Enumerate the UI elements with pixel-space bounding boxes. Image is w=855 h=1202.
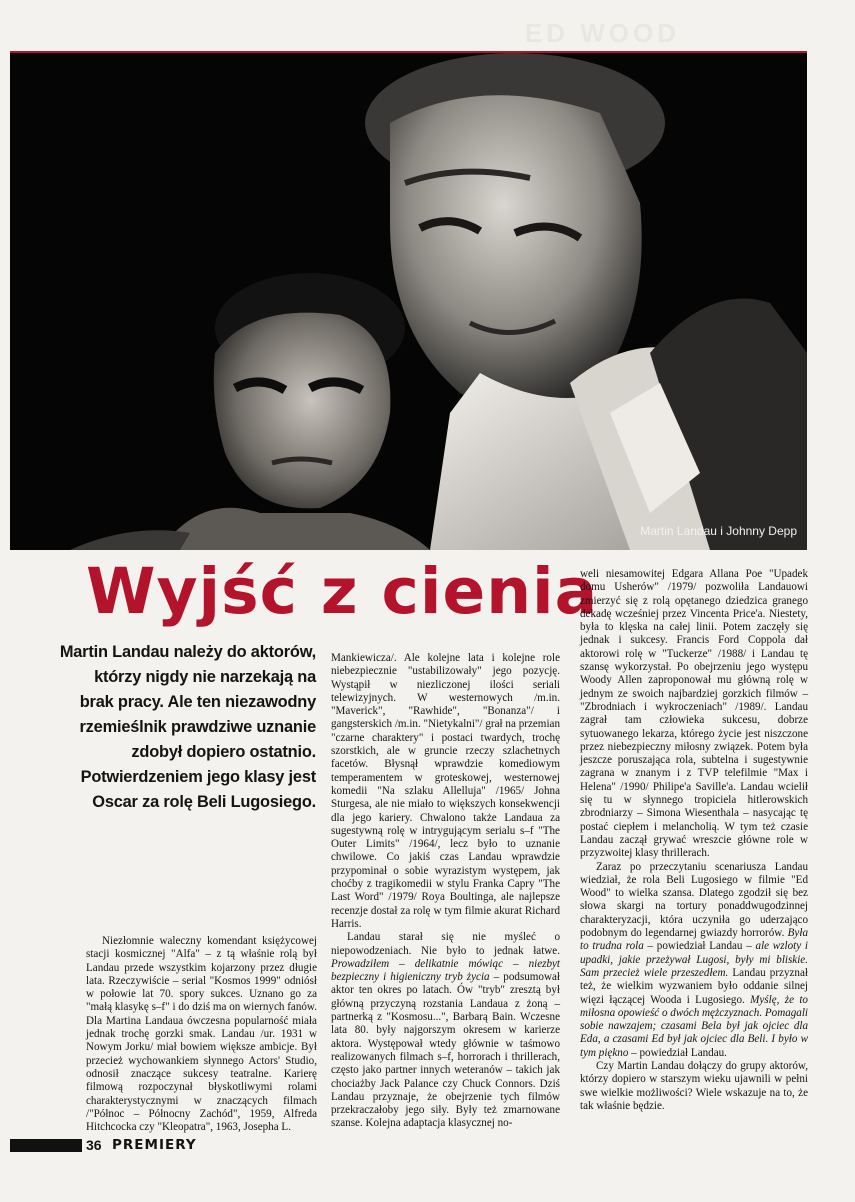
quote-text: ale wzloty i upadki, jakie przeżywał Lugosi, były mi bliskie. Sam przecież wiele przeszedłem. xyxy=(580,940,808,979)
paragraph-text: Landau przyznał też, że wielkim wyzwaniem było oddanie silnej więzi łączącej Wooda i Lugosiego. xyxy=(580,966,808,1006)
paragraph xyxy=(580,861,808,1060)
page-number: 36 xyxy=(86,1137,102,1153)
paragraph-text: – podsumował aktor ten okres po latach. Ów "tryb" zresztą był główną przyczyną rozstania Landaua z żoną – partnerką z "Kosmosu...", Barbarą Bain. Wczesne lata 80. były najgorszym okresem w karierze aktora. Występował wtedy głównie w taśmowo realizowanych filmach s–f, horrorach i thrillerach, często jako partner innych weteranów – takich jak chociażby Jack Palance czy Chuck Connors. Dziś Landau przyznaje, że obejrzenie tych filmów przekraczałoby jego siły. Były też zmarnowane szanse. Kolejna adaptacja klasycznej no- xyxy=(331,971,560,1130)
quote-text: Myślę, że to miłosna opowieść o dwóch mężczyznach. Pomagali sobie nawzajem; czasami Bela był jak ojciec dla Eda, a czasami Ed był jak ojciec dla Beli. I było w tym piękno xyxy=(580,993,809,1059)
quote-text: Prowadziłem – delikatnie mówiąc – niezbyt bezpieczny i higieniczny tryb życia xyxy=(331,957,560,984)
article-headline: Wyjść z cienia xyxy=(86,555,599,628)
paragraph: Czy Martin Landau dołączy do grupy aktorów, którzy dopiero w starszym wieku ujawnili w pełni swe wielkie możliwości? Wiele wskazuje na to, że tak właśnie będzie. xyxy=(580,1059,808,1112)
paragraph-text: – powiedział Landau – xyxy=(643,940,756,953)
magazine-name: PREMIERY xyxy=(112,1137,197,1153)
paragraph: Mankiewicza/. Ale kolejne lata i kolejne role niebezpiecznie "ustabilizowały" jego pozycję. Wystąpił w niezliczonej ilości seriali telewizyjnych. W westernowych /m.in. "Maverick", "Rawhide", "Bonanza"/ i gangsterskich /m.in. "Nietykalni"/ grał na przemian "czarne charaktery" i postaci twardych, trochę szorstkich, ale w gruncie rzeczy szlachetnych facetów. Błysnął wprawdzie komediowym temperamentem w groteskowej, westernowej komedii "Na szlaku Allelluja" /1965/ Johna Sturgesa, ale nie miało to większych konsekwencji dla jego kariery. Chwalono także Landaua za sugestywną rolę w intrygującym serialu s–f "The Outer Limits" /1964/, lecz było to uznanie chwilowe. Co jakiś czas Landau wprawdzie przypominał o sobie wyrazistym występem, jak choćby z tragikomedii w stylu Franka Capry "The Last Word" /1979/ Roya Boultinga, ale najlepsze recenzje dostał za rolę w tym filmie akurat Richard Harris. xyxy=(331,652,560,930)
paragraph-text: Landau starał się nie myśleć o niepowodzeniach. Nie było to jednak łatwe. xyxy=(331,931,560,957)
paragraph: weli niesamowitej Edgara Allana Poe "Upadek domu Usherów" /1979/ pozwoliła Landauowi zmierzyć się z rolą opętanego dziedzica granego dekadę wcześniej przez Vincenta Price'a. Niestety, była to klęska na całej linii. Potem zaczęły się jednak i sukcesy. Francis Ford Coppola dał aktorowi rolę w "Tuckerze" /1988/ i Landau tę szansę wykorzystał. Po obejrzeniu jego występu Woody Allen zaproponował mu główną rolę w jednym ze swoich najbardziej gorzkich filmów – "Zbrodniach i wykroczeniach" /1989/. Landau zagrał tam człowieka sukcesu, dobrze sytuowanego lekarza, którego życie jest niszczone przez niebezpieczny miłosny związek. Potem była jeszcze poruszająca rola, subtelna i sugestywnie zagrana w znanym i z TVP telefilmie "Max i Helena" /1990/ Philipe'a Saville'a. Landau wcielił się tu w słynnego tropiciela hitlerowskich zbrodniarzy – Simona Wiesenthala – nasycając tę postać ciepłem i melancholią. W tym też czasie Landau zaczął grywać wreszcie główne role w przyzwoitej klasy thrillerach. xyxy=(580,568,808,860)
footer-bar xyxy=(10,1139,82,1152)
article-column-3 xyxy=(580,568,808,1113)
photo-caption: Martin Landau i Johnny Depp xyxy=(640,524,797,538)
article-column-1 xyxy=(86,935,317,1134)
paragraph xyxy=(331,931,560,1130)
paragraph-text: Zaraz po przeczytaniu scenariusza Landau wiedział, że rola Beli Lugosiego w filmie "Ed Wood" to wielka szansa. Dlatego zgodził się bez słowa skargi na tortury ponaddwugodzinnej charakteryzacji, która uczyniła go uderzająco podobnym do legendarnej gwiazdy horrorów. xyxy=(580,860,808,940)
paragraph-text: – powiedział Landau. xyxy=(628,1046,727,1059)
paragraph: Niezłomnie waleczny komendant księżycowej stacji kosmicznej "Alfa" – z tą właśnie rolą był Landau przede wszystkim kojarzony przez długie lata. Rzeczywiście – serial "Kosmos 1999" odniósł w połowie lat 70. spory sukces. Uznano go za "małą klasykę s–f" i do dziś ma on wiernych fanów. Dla Martina Landaua ówczesna popularność miała jednak trochę gorzki smak. Landau /ur. 1931 w Nowym Jorku/ miał bowiem większe ambicje. Był przecież wychowankiem słynnego Actors' Studio, odnosił znaczące sukcesy teatralne. Karierę filmową rozpoczynał błyskotliwymi rolami charakterystycznymi w znaczących filmach /"Północ – Północny Zachód", 1959, Alfreda Hitchcocka czy "Kleopatra", 1963, Josepha L. xyxy=(86,935,317,1134)
ghost-header-text: ED WOOD xyxy=(524,18,680,48)
article-lead: Martin Landau należy do aktorów, którzy nigdy nie narzekają na brak pracy. Ale ten niezawodny rzemieślnik prawdziwe uznanie zdobył dopiero ostatnio. Potwierdzeniem jego klasy jest Oscar za rolę Beli Lugosiego. xyxy=(59,643,316,811)
photo-illustration xyxy=(10,53,807,550)
quote-text: Była to trudna rola xyxy=(580,927,808,953)
article-column-2 xyxy=(331,652,560,1131)
film-still-photo xyxy=(10,53,807,550)
